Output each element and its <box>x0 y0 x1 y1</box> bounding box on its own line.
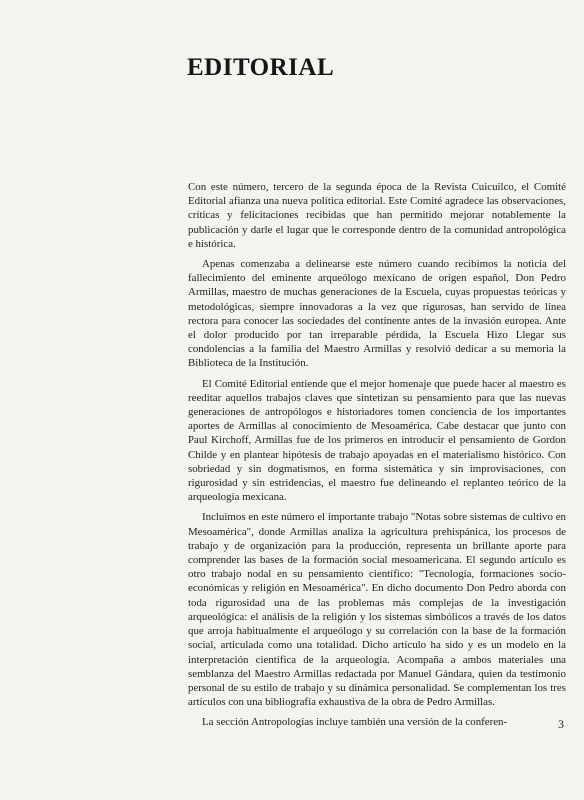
paragraph: La sección Antropologías incluye también una versión de la conferen- <box>202 716 508 729</box>
editorial-body <box>188 180 566 736</box>
paragraph: El Comité Editorial entiende que el mejor homenaje que puede hacer al maestro es reeditar aquellos trabajos claves que sintetizan su pensamiento para que las nuevas generaciones de antropólogos e historiadores tomen conciencia de los importantes aportes de Armillas al conocimiento de Mesoamérica. Cabe destacar que junto con Paul Kirchoff, Armillas fue de los primeros en introducir el pensamiento de Gordon Childe y en plantear hipótesis de trabajo apoyadas en el materialismo histórico. Con sobriedad y sin dogmatismos, en forma sistemática y sin improvisaciones, con rigurosidad y sin estridencias, el maestro fue delineando el replanteo teórico de la arqueología mexicana. <box>188 377 566 504</box>
paragraph: Apenas comenzaba a delinearse este número cuando recibimos la noticia del fallecimiento del eminente arqueólogo mexicano de origen español, Don Pedro Armillas, maestro de muchas generaciones de la Escuela, cuyas propuestas teóricas y metodológicas, siempre innovadoras a la vez que rigurosas, han servido de línea rectora para conocer las sociedades del continente antes de la invasión europea. Ante el dolor producido por tan irreparable pérdida, la Escuela Hizo Llegar sus condolencias a la familia del Maestro Armillas y resolvió dedicar a su memoria la Biblioteca de la Institución. <box>188 258 566 370</box>
page-number: 3 <box>558 717 564 731</box>
paragraph: Incluimos en este número el importante trabajo "Notas sobre sistemas de cultivo en Mesoamérica", donde Armillas analiza la agricultura prehispánica, los procesos de trabajo y de organización para la producción, representa un brillante aporte para comprender las bases de la formación social mesoamericana. El segundo artículo es otro trabajo nodal en su pensamiento científico: "Tecnología, formaciones socio-económicas y religión en Mesoamérica". En dicho documento Don Pedro aborda con toda rigurosidad una de las problemas más complejas de la investigación arqueológica: el análisis de la religión y los sistemas simbólicos a través de los datos que arroja habitualmente el arqueólogo y su correlación con la base de la formación social, articulada como una totalidad. Dicho artículo ha sido y es un modelo en la interpretación científica de la arqueología. Acompaña a ambos materiales una semblanza del Maestro Armillas redactada por Manuel Gándara, quien da testimonio personal de su estilo de trabajo y su dinámica personalidad. Se complementan los tres artículos con una bibliografía exhaustiva de la obra de Pedro Armillas. <box>188 511 566 709</box>
page-title: EDITORIAL <box>187 54 335 81</box>
paragraph: Con este número, tercero de la segunda época de la Revista Cuicuilco, el Comité Editorial afianza una nueva política editorial. Este Comité agradece las observaciones, críticas y felicitaciones recibidas que han permitido mejorar notablemente la publicación y darle el lugar que le corresponde dentro de la comunidad antropológica e histórica. <box>188 181 566 250</box>
